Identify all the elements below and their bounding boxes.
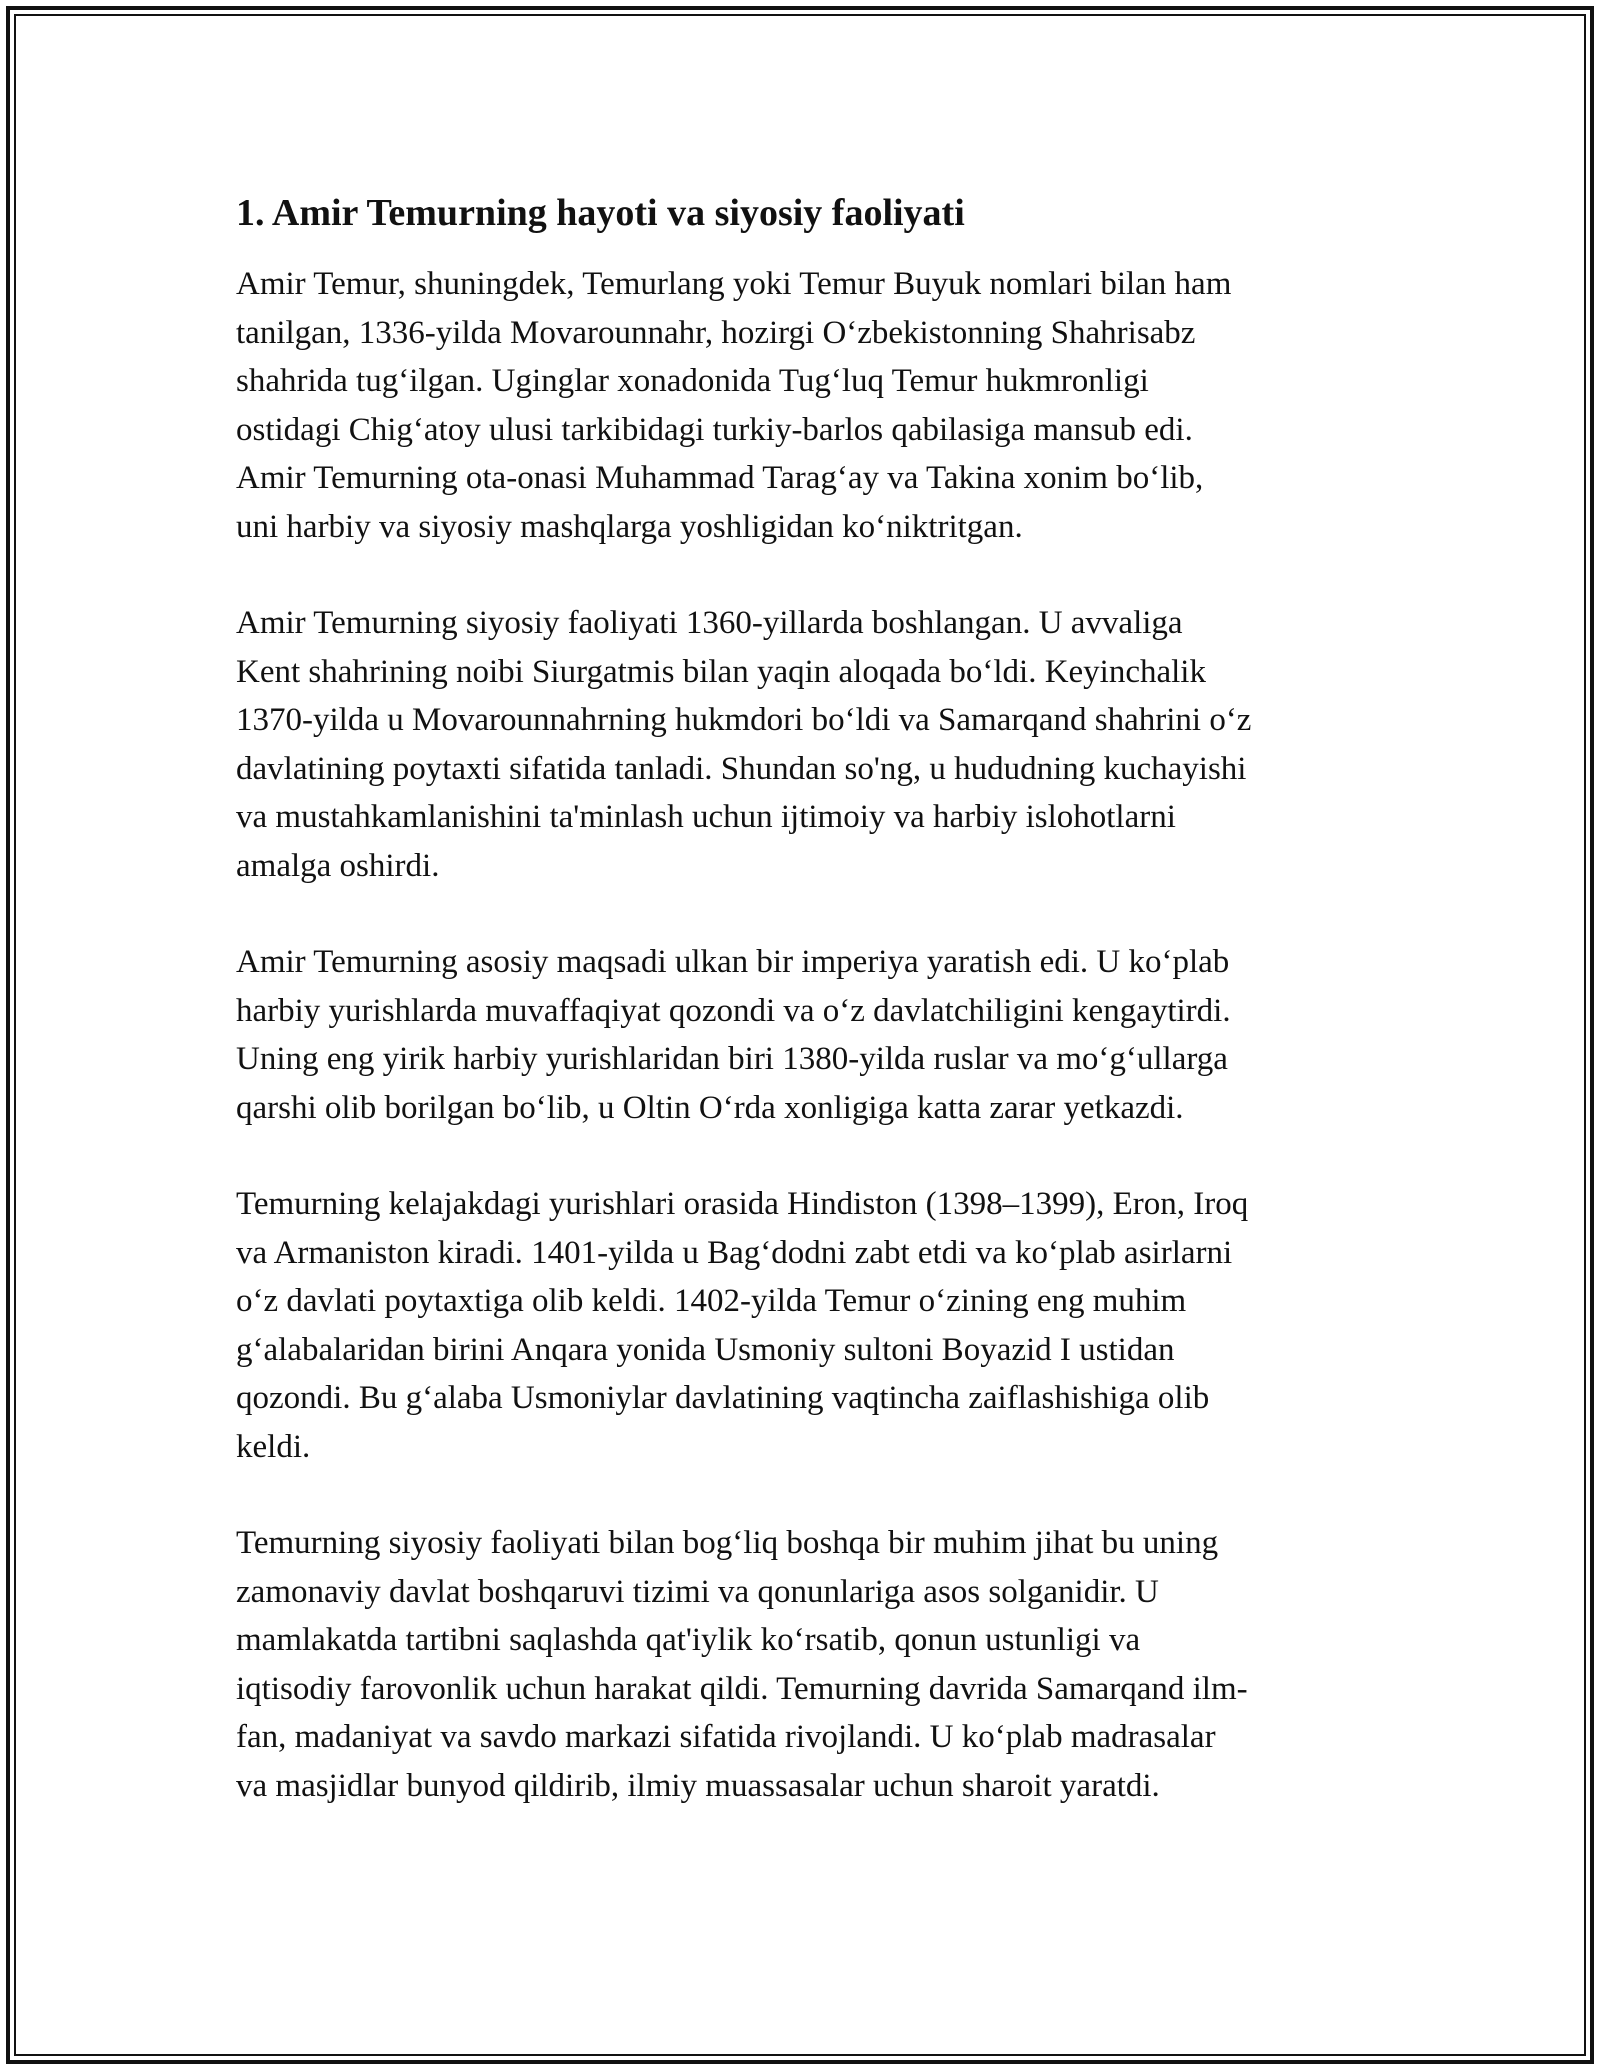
paragraph-campaigns: Temurning kelajakdagi yurishlari orasida Hindiston (1398–1399), Eron, Iroq va Armaniston kiradi. 1401-yilda u Bag‘dodni zabt etdi va ko‘plab asirlarni o‘z davlati poytaxtiga olib keldi. 1402-yilda Temur o‘zining eng muhim g‘alabalaridan birini Anqara yonida Usmoniy sultoni Boyazid I ustidan qozondi. Bu g‘alaba Usmoniylar davlatining vaqtincha zaiflashishiga olib keldi. <box>236 1186 1249 1465</box>
paragraph-political-start: Amir Temurning siyosiy faoliyati 1360-yillarda boshlangan. U avvaliga Kent shahrining noibi Siurgatmis bilan yaqin aloqada bo‘ldi. Keyinchalik 1370-yilda u Movarounnahrning hukmdori bo‘ldi va Samarqand shahrini o‘z davlatining poytaxti sifatida tanladi. Shundan so'ng, u hududning kuchayishi va mustahkamlanishini ta'minlash uchun ijtimoiy va harbiy islohotlarni amalga oshirdi. <box>236 605 1252 884</box>
paragraph-life: Amir Temur, shuningdek, Temurlang yoki Temur Buyuk nomlari bilan ham tanilgan, 1336-yilda Movarounnahr, hozirgi O‘zbekistonning Shahrisabz shahrida tug‘ilgan. Uginglar xonadonida Tug‘luq Temur hukmronligi ostidagi Chig‘atoy ulusi tarkibidagi turkiy-barlos qabilasiga mansub edi. Amir Temurning ota-onasi Muhammad Tarag‘ay va Takina xonim bo‘lib, uni harbiy va siyosiy mashqlarga yoshligidan ko‘niktritgan. <box>236 266 1232 545</box>
document-body <box>236 186 1376 1858</box>
paragraph-empire-goal: Amir Temurning asosiy maqsadi ulkan bir imperiya yaratish edi. U ko‘plab harbiy yurishlarda muvaffaqiyat qozondi va o‘z davlatchiligini kengaytirdi. Uning eng yirik harbiy yurishlaridan biri 1380-yilda ruslar va mo‘g‘ullarga qarshi olib borilgan bo‘lib, u Oltin O‘rda xonligiga katta zarar yetkazdi. <box>236 944 1231 1126</box>
section-title: 1. Amir Temurning hayoti va siyosiy faoliyati <box>236 192 965 234</box>
paragraph-governance: Temurning siyosiy faoliyati bilan bog‘liq boshqa bir muhim jihat bu uning zamonaviy davlat boshqaruvi tizimi va qonunlariga asos solganidir. U mamlakatda tartibni saqlashda qat'iylik ko‘rsatib, qonun ustunligi va iqtisodiy farovonlik uchun harakat qildi. Temurning davrida Samarqand ilm- fan, madaniyat va savdo markazi sifatida rivojlandi. U ko‘plab madrasalar va masjidlar bunyod qildirib, ilmiy muassasalar uchun sharoit yaratdi. <box>236 1525 1248 1804</box>
